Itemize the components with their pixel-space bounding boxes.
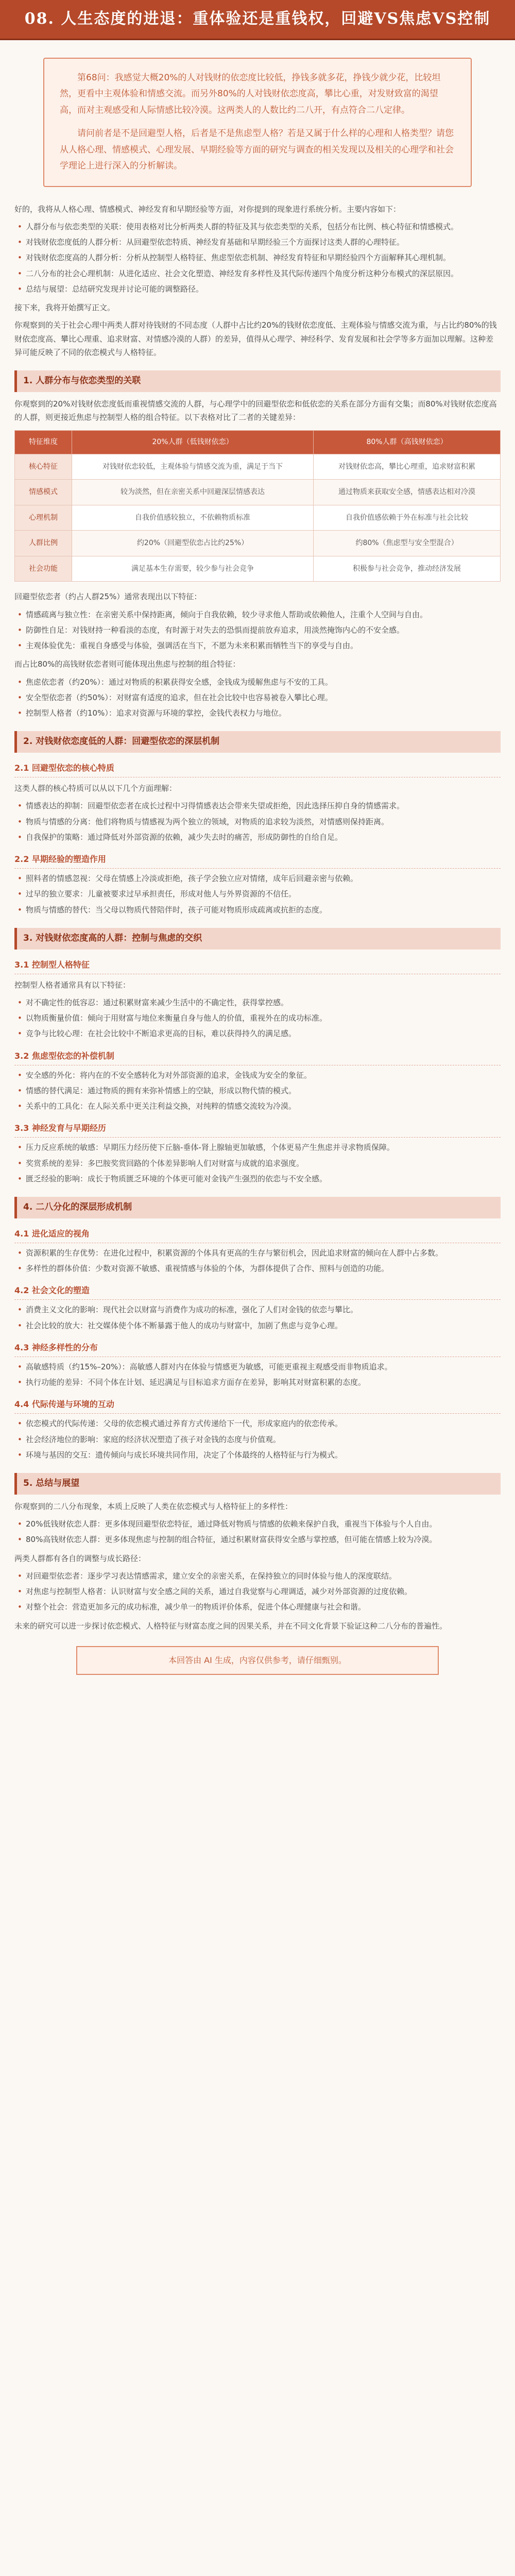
next-text: 接下来，我将开始撰写正文。: [14, 303, 115, 313]
table-cell: 对钱财依恋较低，主观体验与情感交流为重，满足于当下: [72, 454, 314, 480]
question-box: [43, 58, 472, 187]
list-item: • 自我保护的策略：通过降低对外部资源的依赖，减少失去时的痛苦，形成防御性的自给自足。: [26, 831, 501, 844]
list-item: • 匮乏经验的影响：成长于物质匮乏环境的个体更可能对金钱产生强烈的依恋与不安全感。: [26, 1172, 501, 1185]
compensation-list: [14, 1069, 501, 1113]
list-item: • 高敏感特质（约15%–20%）：高敏感人群对内在体验与情感更为敏感，可能更重视主观感受而非物质追求。: [26, 1360, 501, 1374]
table-cell: 核心特征: [15, 454, 72, 480]
table-cell: 约20%（回避型依恋占比约25%）: [72, 531, 314, 556]
list-item: • 80%高钱财依恋人群：更多体现焦虑与控制的组合特征，通过积累财富获得安全感与掌控感，但可能在情感上较为冷漠。: [26, 1533, 501, 1546]
avoidant-list: [14, 608, 501, 653]
list-item: • 情感疏离与独立性：在亲密关系中保持距离，倾向于自我依赖，较少寻求他人帮助或依赖他人，注重个人空间与自由。: [26, 608, 501, 621]
table-row: [15, 531, 501, 556]
control-list: [14, 996, 501, 1041]
list-item: • 情感表达的抑制：回避型依恋者在成长过程中习得情感表达会带来失望或拒绝，因此选择压抑自身的情感需求。: [26, 799, 501, 812]
table-cell: 人群比例: [15, 531, 72, 556]
neurodiversity-list: [14, 1360, 501, 1389]
table-cell: 对钱财依恋高，攀比心理重，追求财富积累: [314, 454, 501, 480]
subsection-heading: 4.1 进化适应的视角: [14, 1227, 501, 1243]
list-item: • 情感的替代满足：通过物质的拥有来弥补情感上的空缺，形成以物代情的模式。: [26, 1084, 501, 1097]
list-item: • 以物质衡量价值：倾向于用财富与地位来衡量自身与他人的价值，重视外在的成功标准。: [26, 1011, 501, 1025]
disclaimer-box: 本回答由 AI 生成，内容仅供参考，请仔细甄别。: [76, 1646, 439, 1675]
table-cell: 通过物质来获取安全感，情感表达相对冷漠: [314, 480, 501, 505]
list-item: • 压力反应系统的敏感：早期压力经历使下丘脑-垂体-肾上腺轴更加敏感，个体更易产生焦虑并寻求物质保障。: [26, 1141, 501, 1154]
section-heading: 3. 对钱财依恋度高的人群：控制与焦虑的交织: [14, 928, 501, 950]
table-cell: 满足基本生存需要，较少参与社会竞争: [72, 556, 314, 582]
list-item: • 防御性自足：对钱财持一种看淡的态度，有时源于对失去的恐惧而提前放弃追求，用淡然掩饰内心的不安全感。: [26, 623, 501, 637]
list-item: • 20%低钱财依恋人群：更多体现回避型依恋特征，通过降低对物质与情感的依赖来保护自我，重视当下体验与个人自由。: [26, 1517, 501, 1531]
table-header: 特征维度: [15, 431, 72, 454]
table-header: 20%人群（低钱财依恋）: [72, 431, 314, 454]
subsection-heading: 4.2 社会文化的塑造: [14, 1283, 501, 1300]
section-text: 你观察到的20%对钱财依恋度低而重视情感交流的人群，与心理学中的回避型依恋和低依恋的关系在部分方面有交集；而80%对钱财依恋度高的人群，则更接近焦虑与控制型人格的组合特征。以下表格对比了二者的关键差异：: [14, 399, 497, 422]
anxious-list: [14, 675, 501, 720]
list-item: • 照料者的情感忽视：父母在情感上冷淡或拒绝，孩子学会独立应对情绪，成年后回避亲密与依赖。: [26, 872, 501, 885]
list-item: • 多样性的群体价值：少数对资源不敏感、重视情感与体验的个体，为群体提供了合作、照料与创造的功能。: [26, 1262, 501, 1275]
list-item: • 物质与情感的分离：他们将物质与情感视为两个独立的领域，对物质的追求较为淡然，对情感则保持距离。: [26, 815, 501, 828]
page-title: 08. 人生态度的进退：重体验还是重钱权，回避VS焦虑VS控制: [0, 0, 515, 40]
subsection-heading: 3.2 焦虑型依恋的补偿机制: [14, 1049, 501, 1065]
list-item: • 安全感的外化：将内在的不安全感转化为对外部资源的追求，金钱成为安全的象征。: [26, 1069, 501, 1082]
section-text: 而占比80%的高钱财依恋者则可能体现出焦虑与控制的组合特征：: [14, 659, 241, 669]
list-item: • 资源积累的生存优势：在进化过程中，积累资源的个体具有更高的生存与繁衍机会，因此追求财富的倾向在人群中占多数。: [26, 1246, 501, 1260]
paths-list: [14, 1569, 501, 1614]
list-item: • 控制型人格者（约10%）：追求对资源与环境的掌控，金钱代表权力与地位。: [26, 706, 501, 720]
table-cell: 情感模式: [15, 480, 72, 505]
comparison-table: [14, 430, 501, 582]
section-heading: 2. 对钱财依恋度低的人群：回避型依恋的深层机制: [14, 731, 501, 753]
list-item: • 对钱财依恋度低的人群分析：从回避型依恋特质、神经发育基础和早期经验三个方面探讨这类人群的心理特征。: [26, 235, 501, 249]
list-item: • 安全型依恋者（约50%）：对财富有适度的追求，但在社会比较中也容易被卷入攀比心理。: [26, 691, 501, 704]
list-item: • 对整个社会：营造更加多元的成功标准，减少单一的物质评价体系，促进个体心理健康与社会和谐。: [26, 1600, 501, 1614]
intergenerational-list: [14, 1417, 501, 1462]
table-cell: 自我价值感依赖于外在标准与社会比较: [314, 505, 501, 531]
table-cell: 积极参与社会竞争，推动经济发展: [314, 556, 501, 582]
table-row: [15, 556, 501, 582]
list-item: • 执行功能的差异：不同个体在计划、延迟满足与目标追求方面存在差异，影响其对财富积累的态度。: [26, 1376, 501, 1389]
subsection-heading: 4.4 代际传递与环境的互动: [14, 1397, 501, 1414]
table-cell: 自我价值感较独立，不依赖物质标准: [72, 505, 314, 531]
list-item: • 关系中的工具化：在人际关系中更关注利益交换，对纯粹的情感交流较为冷漠。: [26, 1099, 501, 1113]
culture-list: [14, 1303, 501, 1332]
question-paragraph: 请问前者是不是回避型人格，后者是不是焦虑型人格？若是又属于什么样的心理和人格类型？请您从人格心理、情感模式、心理发展、早期经验等方面的研究与调查的相关发现以及相关的心理学和社会学理论上进行深入的分析解读。: [60, 128, 454, 172]
list-item: • 社会比较的放大：社交媒体使个体不断暴露于他人的成功与财富中，加剧了焦虑与竞争心理。: [26, 1319, 501, 1332]
lead-text: 你观察到的关于社会心理中两类人群对待钱财的不同态度（人群中占比约20%的钱财依恋度低、主观体验与情感交流为重，与占比约80%的钱财依恋度高、攀比心理重、追求财富、对情感冷漠的人群）的差异，值得从心理学、神经科学、发育发展和社会学等多方面加以理解。这种差异可能反映了不同的依恋模式与人格特征。: [14, 320, 497, 357]
table-header-row: [15, 431, 501, 454]
subsection-heading: 2.1 回避型依恋的核心特质: [14, 761, 501, 777]
list-item: • 对回避型依恋者：逐步学习表达情感需求，建立安全的亲密关系，在保持独立的同时体验与他人的深度联结。: [26, 1569, 501, 1583]
table-row: [15, 480, 501, 505]
list-item: • 对不确定性的低容忍：通过积累财富来减少生活中的不确定性，获得掌控感。: [26, 996, 501, 1009]
subsection-heading: 3.3 神经发育与早期经历: [14, 1121, 501, 1138]
list-item: • 总结与展望：总结研究发现并讨论可能的调整路径。: [26, 282, 501, 296]
subsection-heading: 2.2 早期经验的塑造作用: [14, 852, 501, 869]
core-traits-list: [14, 799, 501, 844]
list-item: • 人群分布与依恋类型的关联：使用表格对比分析两类人群的特征及其与依恋类型的关系，包括分布比例、核心特征和情感模式。: [26, 220, 501, 233]
section-heading: 1. 人群分布与依恋类型的关联: [14, 370, 501, 392]
list-item: • 主观体验优先：重视自身感受与体验，强调活在当下，不愿为未来积累而牺牲当下的享受与自由。: [26, 639, 501, 652]
list-item: • 依恋模式的代际传递：父母的依恋模式通过养育方式传递给下一代，形成家庭内的依恋传承。: [26, 1417, 501, 1430]
outline-list: [14, 220, 501, 296]
neuro-list: [14, 1141, 501, 1185]
subsection-heading: 4.3 神经多样性的分布: [14, 1341, 501, 1357]
closing-text: 未来的研究可以进一步探讨依恋模式、人格特征与财富态度之间的因果关系，并在不同文化背景下验证这种二八分布的普遍性。: [14, 1621, 448, 1631]
table-row: [15, 454, 501, 480]
list-item: • 竞争与比较心理：在社会比较中不断追求更高的目标，难以获得持久的满足感。: [26, 1027, 501, 1040]
list-item: • 环境与基因的交互：遗传倾向与成长环境共同作用，决定了个体最终的人格特征与行为模式。: [26, 1448, 501, 1462]
table-cell: 较为淡然，但在亲密关系中回避深层情感表达: [72, 480, 314, 505]
list-item: • 二八分布的社会心理机制：从进化适应、社会文化塑造、神经发育多样性及其代际传递四个角度分析这种分布模式的深层原因。: [26, 267, 501, 280]
section-text: 两类人群都有各自的调整与成长路径：: [14, 1553, 146, 1563]
list-item: • 物质与情感的替代：当父母以物质代替陪伴时，孩子可能对物质形成疏离或抗拒的态度。: [26, 903, 501, 917]
list-item: • 对焦虑与控制型人格者：认识财富与安全感之间的关系，通过自我觉察与心理调适，减少对外部资源的过度依赖。: [26, 1585, 501, 1598]
summary-list: [14, 1517, 501, 1547]
opening-text: 好的，我将从人格心理、情感模式、神经发育和早期经验等方面，对你提到的现象进行系统分析。主要内容如下：: [14, 204, 401, 214]
list-item: • 社会经济地位的影响：家庭的经济状况塑造了孩子对金钱的态度与价值观。: [26, 1433, 501, 1446]
question-paragraph: 第68问：我感觉大概20%的人对钱财的依恋度比较低，挣钱多就多花，挣钱少就少花，比较坦然，更看中主观体验和情感交流。而另外80%的人对钱财依恋度高，攀比心重，对发财致富的渴望高，而对主观感受和人际情感比较冷漠。这两类人的人数比约二八开，有点符合二八定律。: [60, 73, 441, 115]
list-item: • 焦虑依恋者（约20%）：通过对物质的积累获得安全感，金钱成为缓解焦虑与不安的工具。: [26, 675, 501, 689]
section-text: 你观察到的二八分布现象，本质上反映了人类在依恋模式与人格特征上的多样性：: [14, 1501, 293, 1511]
section-heading: 4. 二八分化的深层形成机制: [14, 1197, 501, 1218]
section-text: 回避型依恋者（约占人群25%）通常表现出以下特征：: [14, 592, 202, 602]
list-item: • 对钱财依恋度高的人群分析：分析从控制型人格特征、焦虑型依恋机制、神经发育特征和早期经验四个方面解释其心理机制。: [26, 251, 501, 264]
list-item: • 过早的独立要求：儿童被要求过早承担责任，形成对他人与外界资源的不信任。: [26, 887, 501, 901]
subsection-heading: 3.1 控制型人格特征: [14, 958, 501, 974]
list-item: • 奖赏系统的差异：多巴胺奖赏回路的个体差异影响人们对财富与成就的追求强度。: [26, 1157, 501, 1170]
section-text: 这类人群的核心特质可以从以下几个方面理解：: [14, 784, 177, 793]
section-heading: 5. 总结与展望: [14, 1473, 501, 1495]
list-item: • 消费主义文化的影响：现代社会以财富与消费作为成功的标准，强化了人们对金钱的依恋与攀比。: [26, 1303, 501, 1316]
section-text: 控制型人格者通常具有以下特征：: [14, 980, 131, 990]
table-row: [15, 505, 501, 531]
table-cell: 约80%（焦虑型与安全型混合）: [314, 531, 501, 556]
evolution-list: [14, 1246, 501, 1276]
early-exp-list: [14, 872, 501, 917]
table-header: 80%人群（高钱财依恋）: [314, 431, 501, 454]
table-cell: 心理机制: [15, 505, 72, 531]
table-cell: 社会功能: [15, 556, 72, 582]
